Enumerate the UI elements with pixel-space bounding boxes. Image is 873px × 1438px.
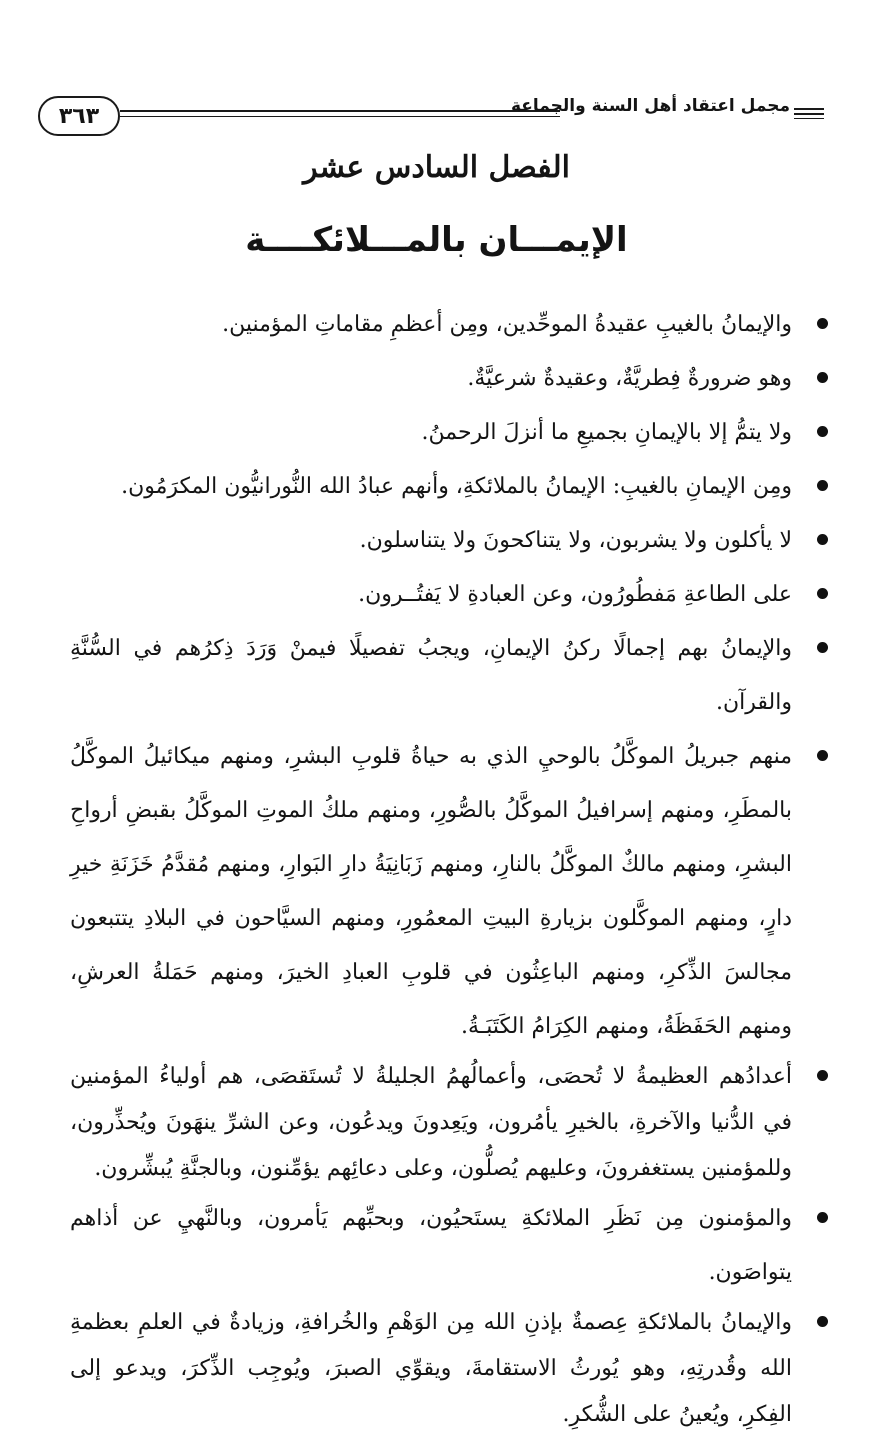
body-text bbox=[70, 298, 832, 1438]
list-item bbox=[70, 1300, 832, 1438]
running-header bbox=[38, 94, 828, 144]
list-item bbox=[70, 622, 832, 730]
bullet-dot bbox=[817, 1070, 828, 1081]
header-rule bbox=[120, 116, 560, 117]
list-item bbox=[70, 460, 832, 514]
bullet-dot bbox=[817, 588, 828, 599]
bullet-dot bbox=[817, 1212, 828, 1223]
list-item bbox=[70, 352, 832, 406]
list-item-text: والمؤمنون مِن نَظَرِ الملائكةِ يستَحيُون، وبحبِّهم يَأمرون، وبالنَّهيِ عن أذاهم يتواصَون. bbox=[70, 1206, 792, 1285]
bullet-dot bbox=[817, 426, 828, 437]
list-item bbox=[70, 514, 832, 568]
chapter-heading: الفصل السادس عشر bbox=[303, 150, 570, 185]
header-rule bbox=[794, 118, 824, 119]
header-rule bbox=[120, 110, 560, 112]
section-title: الإيمـــان بالمـــلائكــــة bbox=[245, 220, 628, 260]
list-item bbox=[70, 1054, 832, 1192]
list-item-text: ومِن الإيمانِ بالغيبِ: الإيمانُ بالملائكةِ، وأنهم عبادُ الله النُّورانيُّون المكرَمُون. bbox=[121, 474, 792, 499]
bullet-dot bbox=[817, 642, 828, 653]
list-item-text: على الطاعةِ مَفطُورُون، وعن العبادةِ لا يَفتُــرون. bbox=[358, 582, 792, 607]
header-rule bbox=[794, 113, 824, 115]
header-rule bbox=[794, 108, 824, 110]
list-item-text: وهو ضرورةٌ فِطريَّةٌ، وعقيدةٌ شرعيَّةٌ. bbox=[467, 366, 792, 391]
list-item bbox=[70, 568, 832, 622]
bullet-dot bbox=[817, 480, 828, 491]
list-item-text: والإيمانُ بالغيبِ عقيدةُ الموحِّدين، ومِن أعظمِ مقاماتِ المؤمنين. bbox=[222, 312, 792, 337]
list-item-text: منهم جبريلُ الموكَّلُ بالوحيِ الذي به حياةُ قلوبِ البشرِ، ومنهم ميكائيلُ الموكَّلُ بالمطَرِ، ومنهم إسرافيلُ الموكَّلُ بالصُّورِ، ومنهم ملكُ الموتِ الموكَّلُ بقبضِ أرواحِ البشرِ، ومنهم مالكٌ الموكَّلُ بالنارِ، ومنهم زَبَانِيَةُ دارِ البَوارِ، ومنهم مُقدَّمُ خَزَنَةِ خيرِ دارٍ، ومنهم الموكَّلون بزيارةِ البيتِ المعمُورِ، ومنهم السيَّاحون في البلادِ يتتبعون مجالسَ الذِّكرِ، ومنهم الباعِثُون في قلوبِ العبادِ الخيرَ، ومنهم حَمَلةُ العرشِ، ومنهم الحَفَظَةُ، ومنهم الكِرَامُ الكَتَبَـةُ. bbox=[70, 744, 792, 1039]
list-item-text: ولا يتمُّ إلا بالإيمانِ بجميعِ ما أنزلَ الرحمنُ. bbox=[421, 420, 792, 445]
bullet-dot bbox=[817, 1316, 828, 1327]
bullet-dot bbox=[817, 750, 828, 761]
list-item-text: والإيمانُ بهم إجمالًا ركنُ الإيمانِ، ويجبُ تفصيلًا فيمنْ وَرَدَ ذِكرُهم في السُّنَّةِ والقرآن. bbox=[70, 636, 792, 715]
running-title: مجمل اعتقاد أهل السنة والجماعة bbox=[510, 96, 790, 116]
list-item bbox=[70, 298, 832, 352]
list-item bbox=[70, 730, 832, 1054]
list-item bbox=[70, 1192, 832, 1300]
bullet-dot bbox=[817, 372, 828, 383]
list-item-text: والإيمانُ بالملائكةِ عِصمةٌ بإذنِ الله مِن الوَهْمِ والخُرافةِ، وزيادةٌ في العلمِ بعظمةِ الله وقُدرتِهِ، وهو يُورثُ الاستقامةَ، ويقوِّي الصبرَ، ويُوجِب الذِّكرَ، ويدعو إلى الفِكرِ، ويُعينُ على الشُّكرِ. bbox=[70, 1310, 792, 1427]
list-item-text: أعدادُهم العظيمةُ لا تُحصَى، وأعمالُهمُ الجليلةُ لا تُستَقصَى، هم أولياءُ المؤمنين في الدُّنيا والآخرةِ، بالخيرِ يأمُرون، ويَعِدونَ ويدعُون، وعن الشرِّ ينهَونَ ويُحذِّرون، وللمؤمنين يستغفرونَ، وعليهم يُصلُّون، وعلى دعائِهم يؤمِّنون، وبالجنَّةِ يُبشِّرون. bbox=[70, 1064, 792, 1181]
list-item-text: لا يأكلون ولا يشربون، ولا يتناكحونَ ولا يتناسلون. bbox=[359, 528, 792, 553]
bullet-dot bbox=[817, 534, 828, 545]
bullet-dot bbox=[817, 318, 828, 329]
list-item bbox=[70, 406, 832, 460]
page-number: ٣٦٣ bbox=[38, 96, 120, 136]
